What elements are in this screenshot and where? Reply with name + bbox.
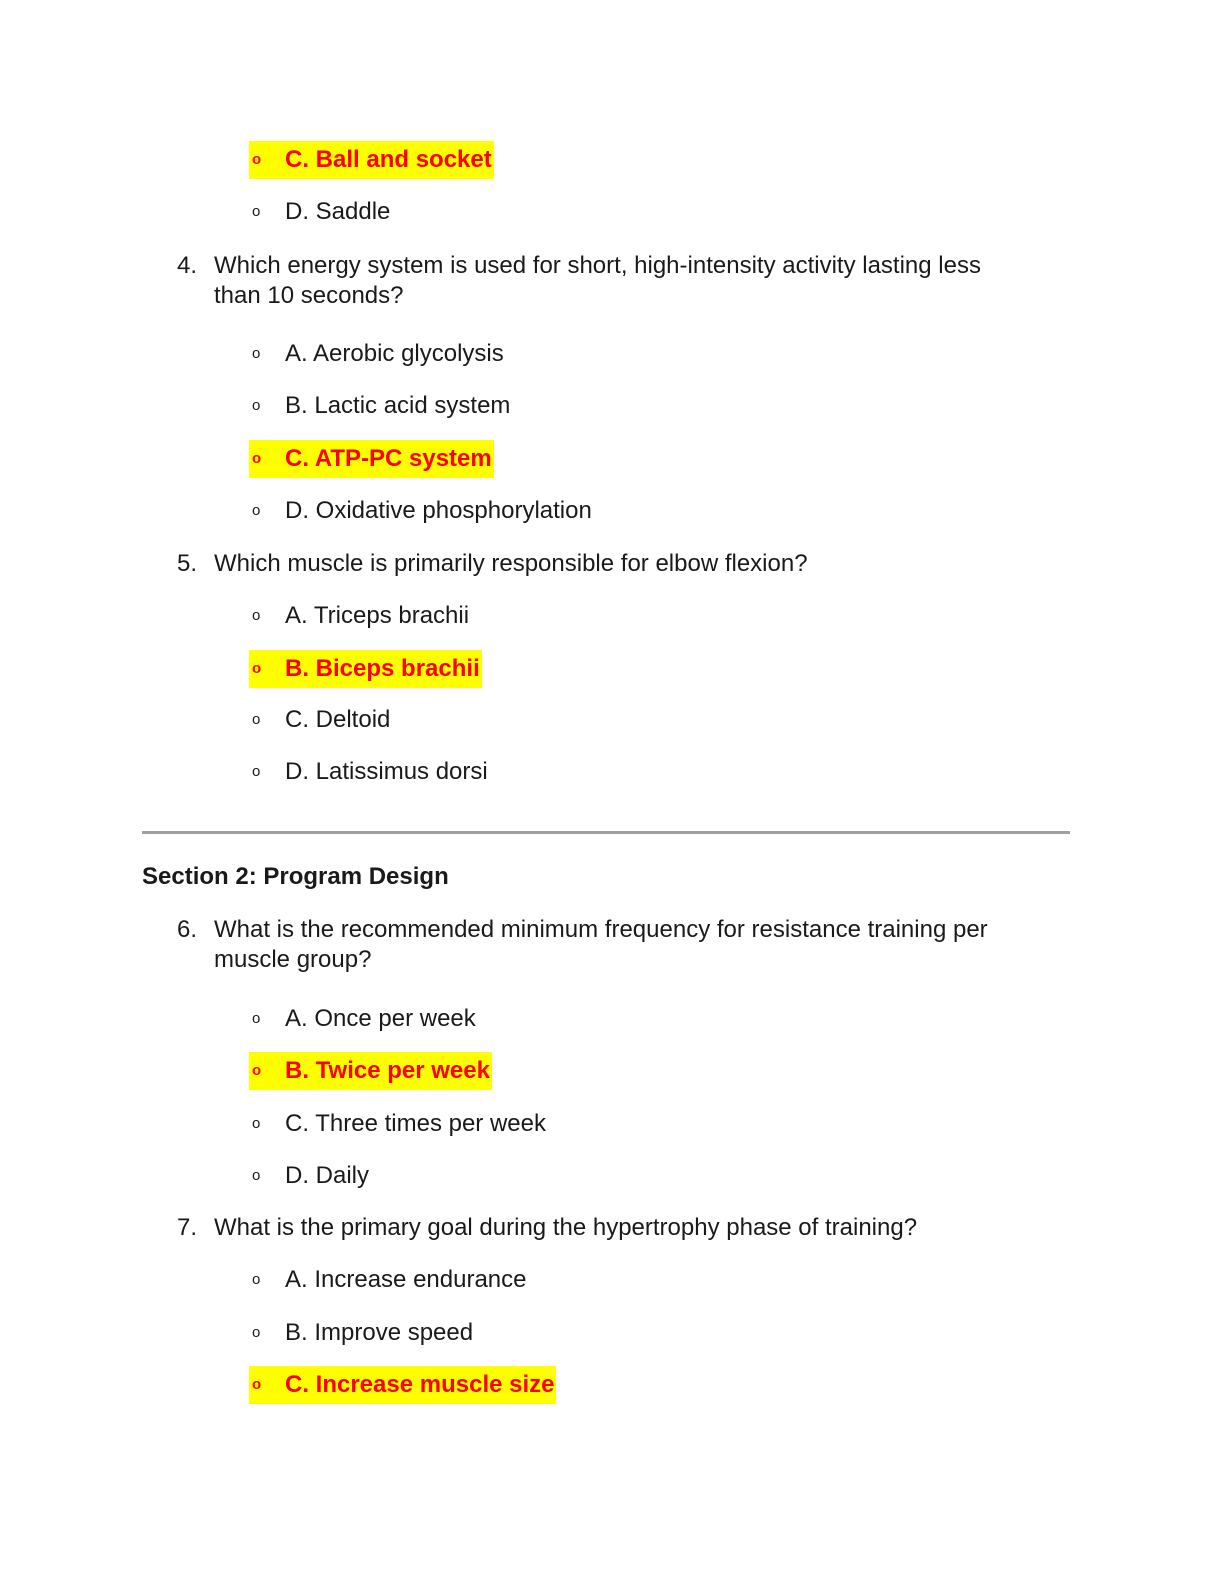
bullet-icon: o — [252, 660, 262, 677]
answer-option — [249, 1366, 556, 1404]
question-text: Which muscle is primarily responsible for elbow flexion? — [214, 550, 808, 577]
bullet-icon: o — [252, 1376, 262, 1393]
option — [249, 701, 390, 739]
option-text: B. Biceps brachii — [285, 655, 480, 682]
bullet-icon: o — [252, 1062, 262, 1079]
question-number: 6. — [177, 916, 198, 943]
option-text: A. Once per week — [285, 1005, 476, 1032]
bullet-icon: o — [252, 450, 262, 467]
question-number: 4. — [177, 252, 198, 279]
question-6 — [177, 915, 1077, 985]
option-text: C. Deltoid — [285, 706, 391, 733]
option-text: D. Daily — [285, 1162, 370, 1189]
option-text: C. Three times per week — [285, 1110, 546, 1137]
bullet-icon: o — [252, 151, 262, 168]
option-text: B. Twice per week — [285, 1057, 490, 1084]
option — [249, 492, 592, 530]
option — [249, 193, 390, 231]
answer-option — [249, 650, 482, 688]
question-5 — [177, 549, 1077, 581]
bullet-icon: o — [252, 607, 261, 624]
option-text: D. Oxidative phosphorylation — [285, 497, 592, 524]
option — [249, 1105, 546, 1143]
question-text: Which energy system is used for short, high-intensity activity lasting less than 10 seconds? — [214, 252, 981, 309]
section-heading: Section 2: Program Design — [142, 863, 449, 890]
bullet-icon: o — [252, 502, 261, 519]
bullet-icon: o — [252, 1324, 261, 1341]
option — [249, 753, 488, 791]
bullet-icon: o — [252, 203, 261, 220]
option — [249, 1261, 527, 1299]
option-text: C. Increase muscle size — [285, 1371, 555, 1398]
bullet-icon: o — [252, 711, 261, 728]
horizontal-rule — [142, 831, 1070, 834]
option-text: B. Improve speed — [285, 1319, 474, 1346]
question-text: What is the recommended minimum frequency for resistance training per muscle group? — [214, 916, 988, 973]
option-text: D. Latissimus dorsi — [285, 758, 488, 785]
option-text: A. Aerobic glycolysis — [285, 340, 504, 367]
question-number: 7. — [177, 1214, 198, 1241]
option-text: A. Increase endurance — [285, 1266, 527, 1293]
bullet-icon: o — [252, 397, 261, 414]
question-text: What is the primary goal during the hypertrophy phase of training? — [214, 1214, 918, 1241]
answer-option — [249, 440, 494, 478]
option — [249, 1314, 473, 1352]
bullet-icon: o — [252, 1167, 261, 1184]
answer-option — [249, 1052, 492, 1090]
bullet-icon: o — [252, 1271, 261, 1288]
option-text: C. ATP-PC system — [285, 445, 492, 472]
option-text: A. Triceps brachii — [285, 602, 470, 629]
bullet-icon: o — [252, 1010, 261, 1027]
option-text: B. Lactic acid system — [285, 392, 511, 419]
answer-option — [249, 141, 494, 179]
question-4 — [177, 251, 1077, 321]
option — [249, 387, 510, 425]
question-number: 5. — [177, 550, 198, 577]
option — [249, 1000, 476, 1038]
option-text: C. Ball and socket — [285, 146, 492, 173]
bullet-icon: o — [252, 1115, 261, 1132]
option — [249, 597, 469, 635]
bullet-icon: o — [252, 763, 261, 780]
bullet-icon: o — [252, 345, 261, 362]
question-7 — [177, 1213, 1077, 1245]
option — [249, 335, 504, 373]
option — [249, 1157, 369, 1195]
option-text: D. Saddle — [285, 198, 391, 225]
